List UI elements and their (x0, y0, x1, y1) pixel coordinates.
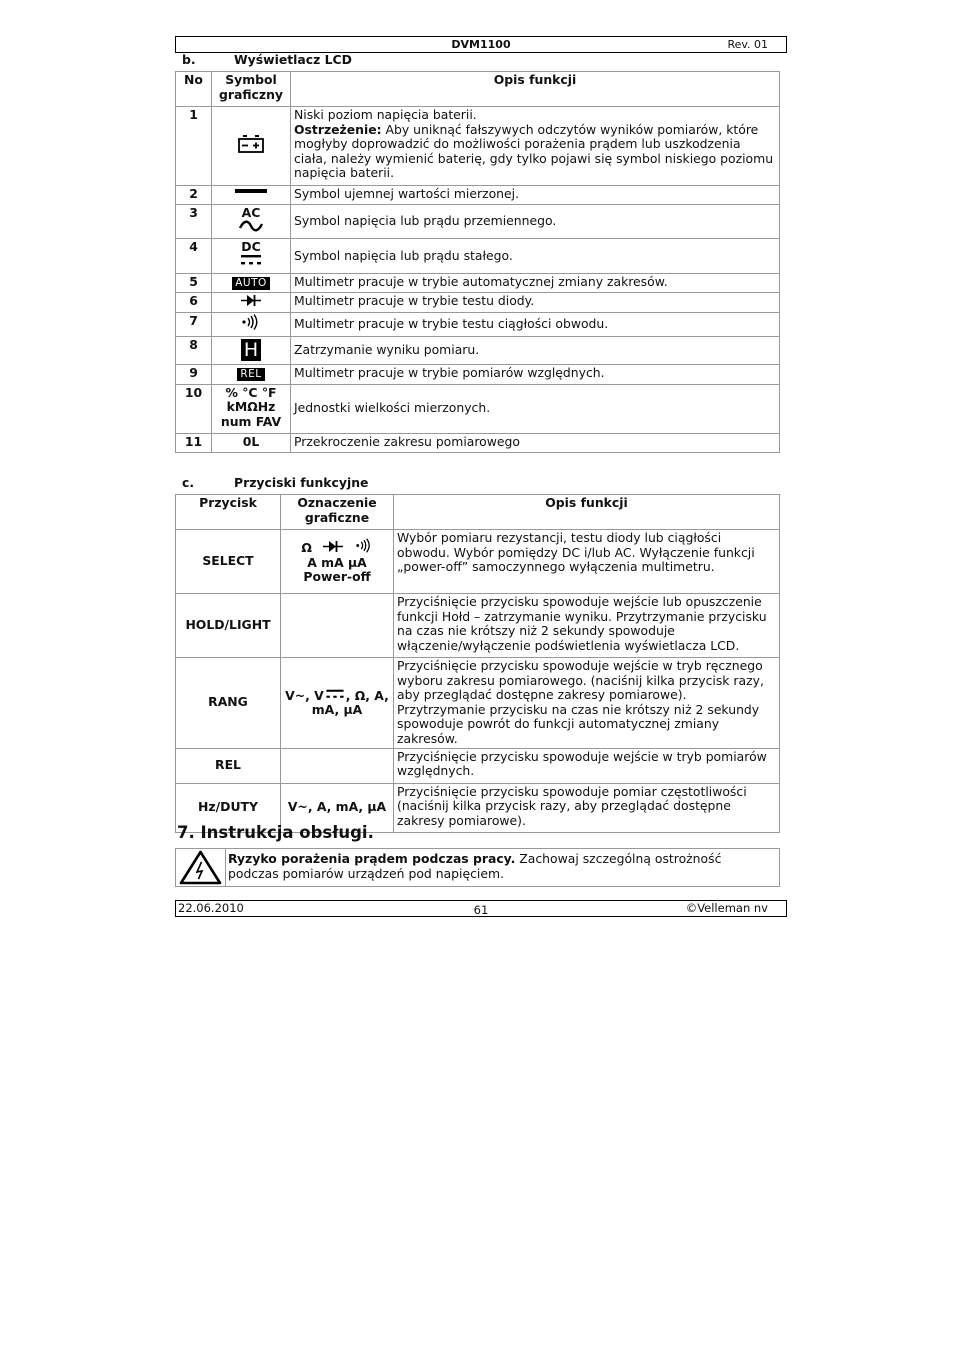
warning-text: Ryzyko porażenia prądem podczas pracy. Zachowaj szczególną ostrożność podczas pomiarów urządzeń pod napięciem. (228, 851, 722, 881)
rel-badge: REL (237, 368, 264, 381)
button-name: SELECT (176, 530, 281, 594)
diode-icon (212, 293, 291, 313)
page-footer (175, 900, 787, 917)
continuity-beep-icon (212, 312, 291, 336)
table-row: 4 DC Symbol napięcia lub prądu stałego. (176, 239, 780, 274)
button-name: HOLD/LIGHT (176, 594, 281, 658)
section-7-heading: 7. Instrukcja obsługi. (177, 823, 374, 842)
col-header-description: Opis funkcji (394, 495, 780, 530)
function-buttons-table (175, 494, 780, 833)
shock-warning-box (175, 848, 780, 887)
button-marking: Ω A mA µA Power-off (281, 530, 394, 594)
table-row: 6 Multimetr pracuje w trybie testu diody. (176, 293, 780, 313)
minus-icon (212, 186, 291, 205)
hold-h-badge: H (241, 339, 261, 361)
diode-icon (322, 540, 344, 553)
table-row: RANG V~, V , Ω, A, mA, µA Przyciśnięcie przycisku spowoduje wejście w tryb ręcznego wyboru zakresu pomiarowego. (naciśnij kilka przycisk razy, aby przeglądać dostępne zakresy pomiarowe). Przytrzymanie przycisku na czas nie krótszy niż 2 sekundy spowoduje powrót do funkcji automatycznej zmiany zakresów. (176, 658, 780, 749)
table-row: 1 Niski poziom napięcia baterii. Ostrzeżenie: Aby uniknąć fałszywych odczytów wyników pomiarów, które mogłyby doprowadzić do możliwości porażenia prądem lub uszkodzenia ciała, należy wymienić baterię, gdy tylko pojawi się symbol niskiego poziomu napięcia baterii. (176, 107, 780, 186)
row-description: Niski poziom napięcia baterii. Ostrzeżenie: Aby uniknąć fałszywych odczytów wyników pomiarów, które mogłyby doprowadzić do możliwości porażenia prądem lub uszkodzenia ciała, należy wymienić baterię, gdy tylko pojawi się symbol niskiego poziomu napięcia baterii. (291, 107, 780, 186)
button-name: RANG (176, 658, 281, 749)
col-header-description: Opis funkcji (291, 72, 780, 107)
table-row: REL Przyciśnięcie przycisku spowoduje wejście w tryb pomiarów względnych. (176, 748, 780, 783)
table-header-row (176, 72, 780, 107)
table-row: 2 Symbol ujemnej wartości mierzonej. (176, 186, 780, 205)
overload-symbol: 0L (212, 433, 291, 452)
button-name: REL (176, 748, 281, 783)
table-row: HOLD/LIGHT Przyciśnięcie przycisku spowoduje wejście lub opuszczenie funkcji Hołd – zatrzymanie wyniku. Przytrzymanie przycisku na czas nie krótszy niż 2 sekundy spowoduje włączenie/wyłączenie podświetlenia wyświetlacza LCD. (176, 594, 780, 658)
table-row: 9 REL Multimetr pracuje w trybie pomiarów względnych. (176, 364, 780, 384)
dc-line-icon (240, 253, 262, 267)
table-row: 7 Multimetr pracuje w trybie testu ciągłości obwodu. (176, 312, 780, 336)
model-name: DVM1100 (451, 38, 511, 51)
ac-symbol: AC (212, 205, 291, 239)
page-number: 61 (473, 903, 489, 917)
footer-date: 22.06.2010 (178, 901, 244, 915)
button-marking (281, 748, 394, 783)
button-name: Hz/DUTY (176, 783, 281, 832)
revision: Rev. 01 (727, 38, 768, 51)
button-marking: V~, V , Ω, A, mA, µA (281, 658, 394, 749)
dc-symbol: DC (212, 239, 291, 274)
col-header-button: Przycisk (176, 495, 281, 530)
table-header-row (176, 495, 780, 530)
section-c-heading: c. Przyciski funkcyjne (182, 475, 369, 490)
continuity-beep-icon (355, 538, 373, 553)
sine-wave-icon (238, 219, 264, 233)
table-row: 8 H Zatrzymanie wyniku pomiaru. (176, 336, 780, 364)
page-header (175, 36, 787, 53)
table-row: 3 AC Symbol napięcia lub prądu przemiennego. (176, 205, 780, 239)
col-header-symbol: Symbol graficzny (212, 72, 291, 107)
col-header-marking: Oznaczenie graficzne (281, 495, 394, 530)
units-symbols: % °C °F kMΩHz num FAV (212, 384, 291, 433)
table-row: 5 AUTO Multimetr pracuje w trybie automatycznej zmiany zakresów. (176, 274, 780, 293)
high-voltage-warning-icon (176, 849, 226, 886)
dc-line-icon (324, 688, 346, 700)
table-row: Hz/DUTY V~, A, mA, µA Przyciśnięcie przycisku spowoduje pomiar częstotliwości (naciśnij kilka przycisk razy, aby przeglądać dostępne zakresy pomiarowe). (176, 783, 780, 832)
section-b-heading: b. Wyświetlacz LCD (182, 52, 352, 67)
table-row: 11 0L Przekroczenie zakresu pomiarowego (176, 433, 780, 452)
battery-icon (212, 107, 291, 186)
lcd-symbol-table (175, 71, 780, 453)
table-row: SELECT Ω A mA µA Power-off Wybór pomiaru rezystancji, testu diody lub ciągłości obwodu. Wybór pomiędzy DC i/lub AC. Wyłączenie funkcji „power-off” samoczynnego wyłączenia multimetru. (176, 530, 780, 594)
col-header-no: No (176, 72, 212, 107)
footer-copyright: ©Velleman nv (685, 901, 768, 915)
button-marking: V~, A, mA, µA (281, 783, 394, 832)
auto-badge: AUTO (232, 277, 270, 290)
table-row: 10 % °C °F kMΩHz num FAV Jednostki wielkości mierzonych. (176, 384, 780, 433)
button-marking (281, 594, 394, 658)
